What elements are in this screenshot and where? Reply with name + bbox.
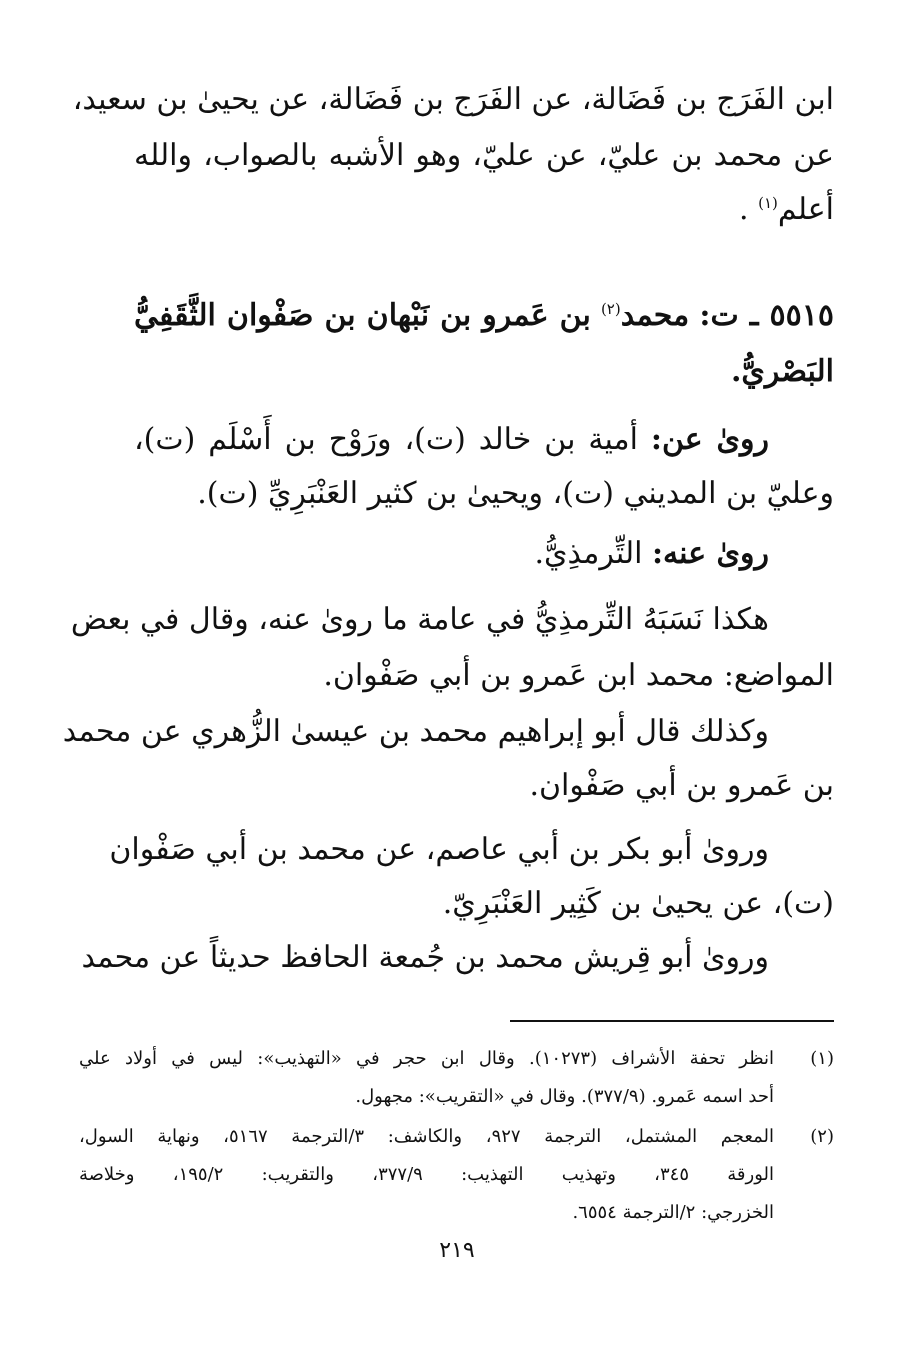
text-line: بن عَمرو بن أبي صَفْوان. (529, 768, 834, 803)
text-line: (ت)، عن يحيىٰ بن كَثِير العَنْبَرِيّ. (442, 886, 834, 921)
footnote-marker: (١) (758, 194, 778, 212)
text-line: وعليّ بن المديني (ت)، ويحيىٰ بن كثير العَنْبَرِيِّ (ت). (197, 476, 834, 511)
text-fragment: أعلم (777, 192, 834, 227)
text-line: وروىٰ أبو قِريش محمد بن جُمعة الحافظ حديثاً عن محمد (81, 940, 769, 975)
text-line (134, 190, 834, 230)
period: . (738, 192, 749, 227)
entry-name-rest: بن عَمرو بن نَبْهان بن صَفْوان الثَّقَفِيُّ (134, 298, 591, 333)
footnote-line: الخزرجي: ٢/الترجمة ٦٥٥٤. (572, 1202, 774, 1223)
footnote-line: المعجم المشتمل، الترجمة ٩٢٧، والكاشف: ٣/الترجمة ٥١٦٧، ونهاية السول، (79, 1126, 774, 1147)
text-line: وكذلك قال أبو إبراهيم محمد بن عيسىٰ الزُّهري عن محمد (62, 714, 769, 749)
footnote-line: انظر تحفة الأشراف (١٠٢٧٣). وقال ابن حجر في «التهذيب»: ليس في أولاد علي (79, 1048, 774, 1069)
entry-number: ٥٥١٥ ـ ت: (699, 298, 834, 333)
page-number: ٢١٩ (439, 1238, 475, 1263)
narrators-from-him-line (134, 534, 769, 574)
entry-heading-line2: البَصْريُّ. (730, 354, 834, 389)
narrators-from-him-value: التِّرمذِيُّ. (534, 536, 643, 571)
narrated-from-list: أمية بن خالد (ت)، ورَوْح بن أَسْلَم (ت)، (134, 422, 638, 457)
footnote-separator (510, 1020, 834, 1022)
footnote-line: أحد اسمه عَمرو. (٣٧٧/٩). وقال في «التقريب»: مجهول. (355, 1086, 774, 1107)
text-line: عن محمد بن عليّ، عن عليّ، وهو الأشبه بالصواب، والله (134, 138, 834, 173)
narrators-from-him-label: روىٰ عنه: (651, 536, 769, 571)
text-line: ابن الفَرَج بن فَضَالة، عن الفَرَج بن فَضَالة، عن يحيىٰ بن سعيد، (72, 82, 834, 117)
footnote-number: (١) (810, 1048, 834, 1069)
entry-heading (134, 296, 834, 336)
footnote-number: (٢) (810, 1126, 834, 1147)
entry-name-first: محمد (620, 298, 690, 333)
text-line: هكذا نَسَبَهُ التِّرمذِيُّ في عامة ما روىٰ عنه، وقال في بعض (70, 602, 769, 637)
text-line: المواضع: محمد ابن عَمرو بن أبي صَفْوان. (323, 658, 834, 693)
footnote-line: الورقة ٣٤٥، وتهذيب التهذيب: ٣٧٧/٩، والتقريب: ١٩٥/٢، وخلاصة (79, 1164, 774, 1185)
text-line: وروىٰ أبو بكر بن أبي عاصم، عن محمد بن أبي صَفْوان (109, 832, 769, 867)
footnote-marker: (٢) (600, 300, 621, 318)
narrated-from-line (134, 420, 769, 460)
narrated-from-label: روىٰ عن: (650, 422, 770, 457)
